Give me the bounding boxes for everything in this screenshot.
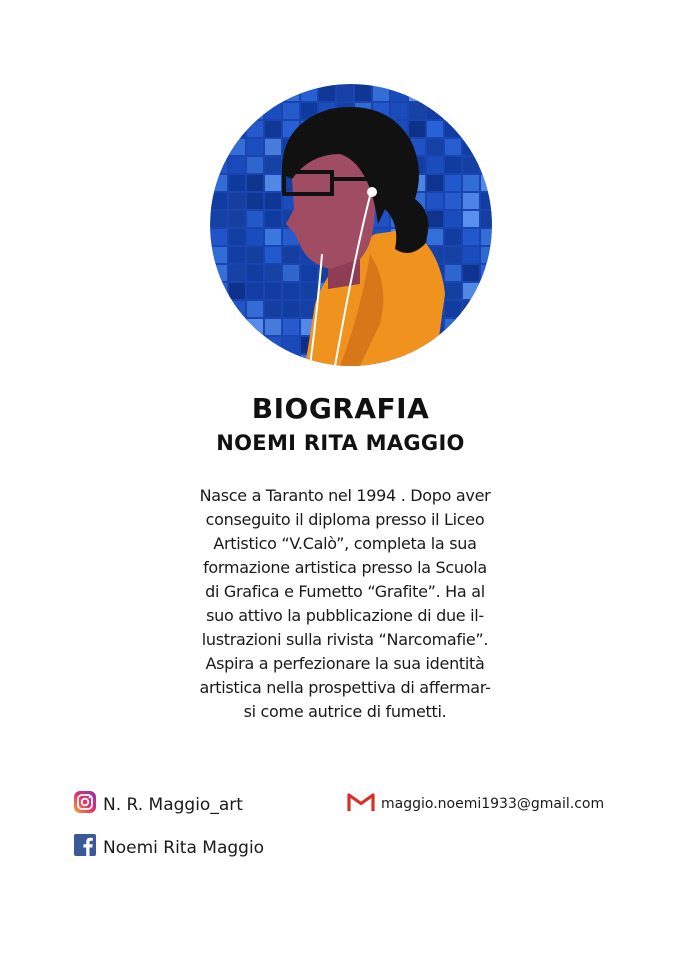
mosaic-tile <box>481 139 492 155</box>
mosaic-tile <box>481 319 492 335</box>
mosaic-tile <box>445 139 461 155</box>
mosaic-tile <box>481 157 492 173</box>
mosaic-tile <box>265 301 281 317</box>
mosaic-tile <box>481 193 492 209</box>
mosaic-tile <box>247 85 263 101</box>
mosaic-tile <box>427 103 443 119</box>
mosaic-tile <box>481 175 492 191</box>
mosaic-tile <box>265 211 281 227</box>
mosaic-tile <box>427 355 443 366</box>
mosaic-tile <box>247 121 263 137</box>
mosaic-tile <box>463 337 479 353</box>
mosaic-tile <box>229 139 245 155</box>
mosaic-tile <box>265 193 281 209</box>
mosaic-tile <box>265 121 281 137</box>
mosaic-tile <box>481 247 492 263</box>
mosaic-tile <box>481 85 492 101</box>
mosaic-tile <box>229 175 245 191</box>
bio-line: di Grafica e Fumetto “Grafite”. Ha al <box>205 582 485 601</box>
mosaic-tile <box>445 229 461 245</box>
mosaic-tile <box>265 139 281 155</box>
bio-line: suo attivo la pubblicazione di due il- <box>206 606 484 625</box>
mosaic-tile <box>211 193 227 209</box>
mosaic-tile <box>265 157 281 173</box>
mosaic-tile <box>427 121 443 137</box>
mosaic-tile <box>265 247 281 263</box>
mosaic-tile <box>247 265 263 281</box>
facebook-name: Noemi Rita Maggio <box>103 837 265 858</box>
mosaic-tile <box>229 355 245 366</box>
mosaic-tile <box>409 121 425 137</box>
bio-line: artistica nella prospettiva di affermar- <box>199 678 491 697</box>
email-address: maggio.noemi1933@gmail.com <box>381 796 605 812</box>
mosaic-tile <box>211 337 227 353</box>
mosaic-tile <box>373 85 389 101</box>
mosaic-tile <box>445 157 461 173</box>
mosaic-tile <box>481 229 492 245</box>
instagram-link[interactable] <box>73 790 243 819</box>
mosaic-tile <box>391 103 407 119</box>
instagram-icon <box>73 790 97 819</box>
mosaic-tile <box>445 319 461 335</box>
mosaic-tile <box>463 247 479 263</box>
mosaic-tile <box>229 229 245 245</box>
instagram-handle: N. R. Maggio_art <box>103 794 243 815</box>
mosaic-tile <box>427 211 443 227</box>
gmail-icon <box>347 792 375 816</box>
mosaic-tile <box>265 283 281 299</box>
mosaic-tile <box>229 211 245 227</box>
mosaic-tile <box>283 355 299 366</box>
mosaic-tile <box>211 283 227 299</box>
mosaic-tile <box>211 355 227 366</box>
mosaic-tile <box>265 175 281 191</box>
facebook-link[interactable] <box>73 833 264 862</box>
bio-line: Artistico “V.Calò”, completa la sua <box>213 534 477 553</box>
mosaic-tile <box>211 121 227 137</box>
portrait-svg <box>210 84 492 366</box>
mosaic-tile <box>445 247 461 263</box>
mosaic-tile <box>247 193 263 209</box>
mosaic-tile <box>211 211 227 227</box>
mosaic-tile <box>481 121 492 137</box>
mosaic-tile <box>211 175 227 191</box>
mosaic-tile <box>463 139 479 155</box>
mosaic-tile <box>481 265 492 281</box>
mosaic-tile <box>247 301 263 317</box>
mosaic-tile <box>445 355 461 366</box>
mosaic-tile <box>229 265 245 281</box>
mosaic-tile <box>409 85 425 101</box>
mosaic-tile <box>337 85 353 101</box>
mosaic-tile <box>463 229 479 245</box>
mosaic-tile <box>211 85 227 101</box>
mosaic-tile <box>247 355 263 366</box>
mosaic-tile <box>445 211 461 227</box>
mosaic-tile <box>463 211 479 227</box>
mosaic-tile <box>445 283 461 299</box>
bio-line: formazione artistica presso la Scuola <box>203 558 487 577</box>
mosaic-tile <box>463 121 479 137</box>
mosaic-tile <box>211 103 227 119</box>
mosaic-tile <box>301 85 317 101</box>
mosaic-tile <box>229 103 245 119</box>
mosaic-tile <box>229 283 245 299</box>
mosaic-tile <box>463 103 479 119</box>
mosaic-tile <box>427 229 443 245</box>
mosaic-tile <box>211 139 227 155</box>
mosaic-tile <box>463 301 479 317</box>
mosaic-tile <box>211 319 227 335</box>
mosaic-tile <box>229 85 245 101</box>
mosaic-tile <box>211 157 227 173</box>
mosaic-tile <box>247 211 263 227</box>
bio-line: conseguito il diploma presso il Liceo <box>205 510 485 529</box>
mosaic-tile <box>265 229 281 245</box>
mosaic-tile <box>463 283 479 299</box>
biography-text <box>170 484 520 724</box>
mosaic-tile <box>463 319 479 335</box>
mosaic-tile <box>229 301 245 317</box>
mosaic-tile <box>229 337 245 353</box>
mosaic-tile <box>463 265 479 281</box>
mosaic-tile <box>445 337 461 353</box>
mosaic-tile <box>211 229 227 245</box>
mosaic-tile <box>247 175 263 191</box>
mosaic-tile <box>445 103 461 119</box>
mosaic-tile <box>481 337 492 353</box>
mosaic-tile <box>463 157 479 173</box>
mosaic-tile <box>247 319 263 335</box>
mosaic-tile <box>211 301 227 317</box>
email-link[interactable] <box>347 792 604 816</box>
mosaic-tile <box>247 103 263 119</box>
mosaic-tile <box>427 85 443 101</box>
mosaic-tile <box>283 319 299 335</box>
mosaic-tile <box>247 337 263 353</box>
mosaic-tile <box>427 139 443 155</box>
mosaic-tile <box>283 337 299 353</box>
bio-line: si come autrice di fumetti. <box>243 702 447 721</box>
mosaic-tile <box>445 301 461 317</box>
mosaic-tile <box>427 193 443 209</box>
author-name: NOEMI RITA MAGGIO <box>216 431 465 455</box>
bio-line: Aspira a perfezionare la sua identità <box>205 654 485 673</box>
mosaic-tile <box>247 157 263 173</box>
mosaic-tile <box>265 103 281 119</box>
mosaic-tile <box>355 85 371 101</box>
mosaic-tile <box>427 157 443 173</box>
mosaic-tile <box>229 193 245 209</box>
mosaic-tile <box>463 85 479 101</box>
mosaic-tile <box>283 103 299 119</box>
mosaic-tile <box>481 301 492 317</box>
bio-line: lustrazioni sulla rivista “Narcomafie”. <box>201 630 489 649</box>
mosaic-tile <box>265 355 281 366</box>
mosaic-tile <box>211 265 227 281</box>
mosaic-tile <box>229 247 245 263</box>
mosaic-tile <box>481 355 492 366</box>
mosaic-tile <box>283 247 299 263</box>
mosaic-tile <box>247 139 263 155</box>
mosaic-tile <box>481 211 492 227</box>
mosaic-tile <box>247 283 263 299</box>
mosaic-tile <box>283 301 299 317</box>
mosaic-tile <box>427 175 443 191</box>
mosaic-tile <box>229 157 245 173</box>
mosaic-tile <box>445 175 461 191</box>
mosaic-tile <box>445 265 461 281</box>
mosaic-tile <box>445 193 461 209</box>
mosaic-tile <box>265 265 281 281</box>
mosaic-tile <box>445 85 461 101</box>
mosaic-tile <box>247 229 263 245</box>
mosaic-tile <box>283 85 299 101</box>
mosaic-tile <box>283 265 299 281</box>
mosaic-tile <box>229 319 245 335</box>
mosaic-tile <box>247 247 263 263</box>
mosaic-tile <box>301 283 317 299</box>
mosaic-tile <box>265 85 281 101</box>
mosaic-tile <box>211 247 227 263</box>
mosaic-tile <box>481 103 492 119</box>
mosaic-tile <box>463 175 479 191</box>
mosaic-tile <box>265 319 281 335</box>
mosaic-tile <box>409 103 425 119</box>
mosaic-tile <box>409 355 425 366</box>
mosaic-tile <box>229 121 245 137</box>
mosaic-tile <box>463 355 479 366</box>
mosaic-tile <box>265 337 281 353</box>
mosaic-tile <box>463 193 479 209</box>
bio-line: Nasce a Taranto nel 1994 . Dopo aver <box>199 486 491 505</box>
mosaic-tile <box>445 121 461 137</box>
mosaic-tile <box>319 85 335 101</box>
mosaic-tile <box>301 265 317 281</box>
portrait-illustration <box>210 84 492 366</box>
earphone <box>367 187 377 197</box>
mosaic-tile <box>283 283 299 299</box>
facebook-icon <box>73 833 97 862</box>
mosaic-tile <box>391 85 407 101</box>
page-title: BIOGRAFIA <box>251 392 430 425</box>
mosaic-tile <box>481 283 492 299</box>
